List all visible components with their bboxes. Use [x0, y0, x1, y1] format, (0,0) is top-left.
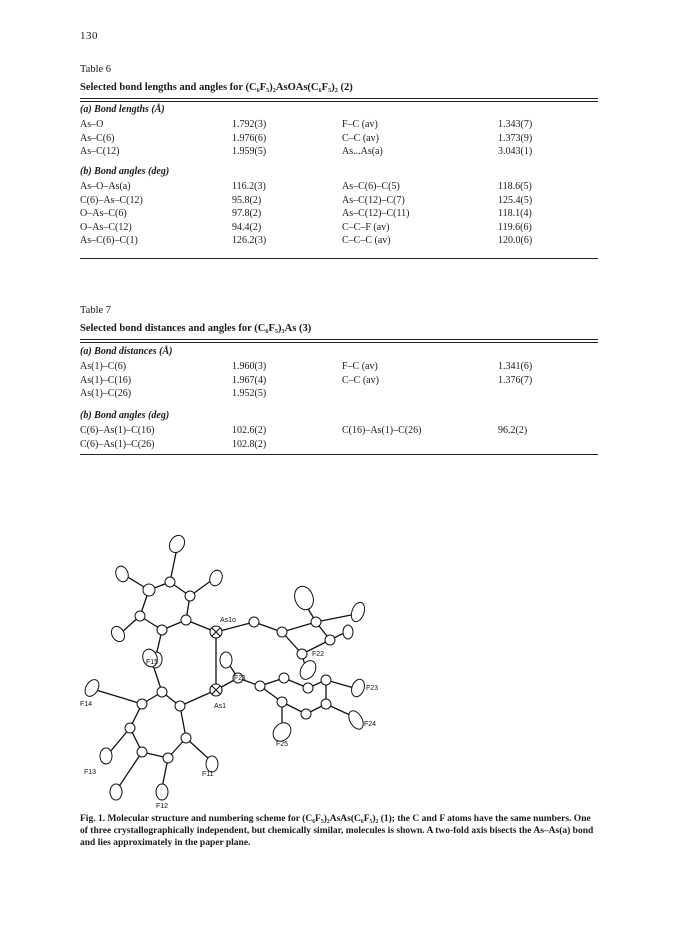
table-cell: 120.0(6) — [498, 235, 533, 246]
label-f25: F25 — [276, 741, 289, 748]
table-cell: 1.376(7) — [498, 374, 533, 386]
table-cell: F–C (av) — [342, 361, 378, 372]
molecular-structure-figure — [70, 520, 430, 810]
table-cell: 95.8(2) — [232, 194, 262, 206]
table7-caption: Selected bond distances and angles for (C₆F₅)₃As (3) — [80, 323, 312, 334]
table6-section-b: (b) Bond angles (deg) — [80, 166, 170, 177]
table-cell: 97.8(2) — [232, 208, 262, 219]
table-cell: 1.341(6) — [498, 361, 533, 372]
table-cell: 1.373(9) — [498, 132, 533, 144]
table-cell: As–O–As(a) — [80, 181, 131, 192]
label-f14: F14 — [80, 701, 93, 708]
table-cell: O–As–C(12) — [80, 221, 132, 233]
page-number: 130 — [80, 30, 98, 42]
table-cell: 1.960(3) — [232, 361, 267, 372]
table-cell: 1.959(5) — [232, 146, 267, 157]
table-cell: F–C (av) — [342, 119, 378, 130]
table-cell: As(1)–C(16) — [80, 374, 132, 386]
table6-label: Table 6 — [80, 64, 112, 75]
table6-caption: Selected bond lengths and angles for (C₆F₅)₂AsOAs(C₆F₅)₂ (2) — [80, 82, 353, 93]
table-cell: As–C(12)–C(7) — [342, 194, 405, 206]
table-cell: As–C(12) — [80, 146, 120, 157]
table-cell: 126.2(3) — [232, 235, 267, 246]
table-cell: 96.2(2) — [498, 425, 528, 436]
table7-section-a: (a) Bond distances (Å) — [80, 346, 173, 357]
table-cell: C–C–C (av) — [342, 235, 391, 246]
label-as1: As1 — [214, 703, 227, 710]
table-cell: As–C(6)–C(5) — [342, 181, 400, 192]
label-f24: F24 — [364, 721, 377, 728]
figure-caption: Fig. 1. Molecular structure and numbering scheme for (C₆F₅)₂AsAs(C₆F₅)₂ (1); the C and F atoms have the same numbers. One of three crystallographically independent, but chemically similar, molecules is shown. A two-fold axis bisects the As–As(a) bond and lies approximately in the paper plane. — [80, 814, 594, 848]
table-cell: 102.8(2) — [232, 438, 267, 450]
label-as1o: As1o — [220, 617, 236, 624]
table-cell: 118.6(5) — [498, 181, 532, 192]
table-cell: C–C (av) — [342, 132, 379, 144]
table-cell: C(16)–As(1)–C(26) — [342, 425, 422, 436]
table-cell: 119.6(6) — [498, 221, 532, 233]
table-cell: C(6)–As(1)–C(26) — [80, 438, 155, 450]
label-f22: F22 — [312, 651, 325, 658]
label-f23: F23 — [366, 685, 379, 692]
label-f11: F11 — [202, 771, 214, 778]
table7-top-rule — [80, 339, 598, 343]
table6-top-rule — [80, 98, 598, 102]
table-cell: As...As(a) — [342, 146, 383, 157]
table-cell: C–C (av) — [342, 374, 379, 386]
table-cell: 1.976(6) — [232, 132, 267, 144]
table-cell: 94.4(2) — [232, 221, 262, 233]
table-cell: 118.1(4) — [498, 208, 532, 219]
label-f21: F21 — [234, 675, 247, 682]
table6-section-a: (a) Bond lengths (Å) — [80, 104, 165, 115]
table-cell: As(1)–C(26) — [80, 388, 132, 399]
table-cell: C(6)–As–C(12) — [80, 194, 143, 206]
table-cell: As–C(12)–C(11) — [342, 208, 410, 219]
table-cell: As–O — [80, 119, 104, 130]
table-cell: 102.6(2) — [232, 425, 267, 436]
label-f15: F15 — [146, 659, 159, 666]
table7-bottom-rule — [80, 454, 598, 455]
table-cell: C(6)–As(1)–C(16) — [80, 425, 155, 436]
table-cell: As(1)–C(6) — [80, 361, 127, 372]
table-cell: 116.2(3) — [232, 181, 266, 192]
table-cell: As–C(6)–C(1) — [80, 235, 138, 246]
label-f12: F12 — [156, 803, 169, 810]
table-cell: C–C–F (av) — [342, 221, 390, 233]
table-cell: 125.4(5) — [498, 194, 533, 206]
table6-bottom-rule — [80, 258, 598, 259]
table-cell: 1.343(7) — [498, 119, 533, 130]
table-cell: 1.792(3) — [232, 119, 267, 130]
table-cell: 1.952(5) — [232, 388, 267, 399]
table7-label: Table 7 — [80, 305, 112, 316]
label-f13: F13 — [84, 769, 97, 776]
table-cell: 3.043(1) — [498, 146, 533, 157]
table-cell: 1.967(4) — [232, 374, 267, 386]
table-cell: As–C(6) — [80, 132, 115, 144]
table-cell: O–As–C(6) — [80, 208, 127, 219]
table7-section-b: (b) Bond angles (deg) — [80, 410, 170, 421]
